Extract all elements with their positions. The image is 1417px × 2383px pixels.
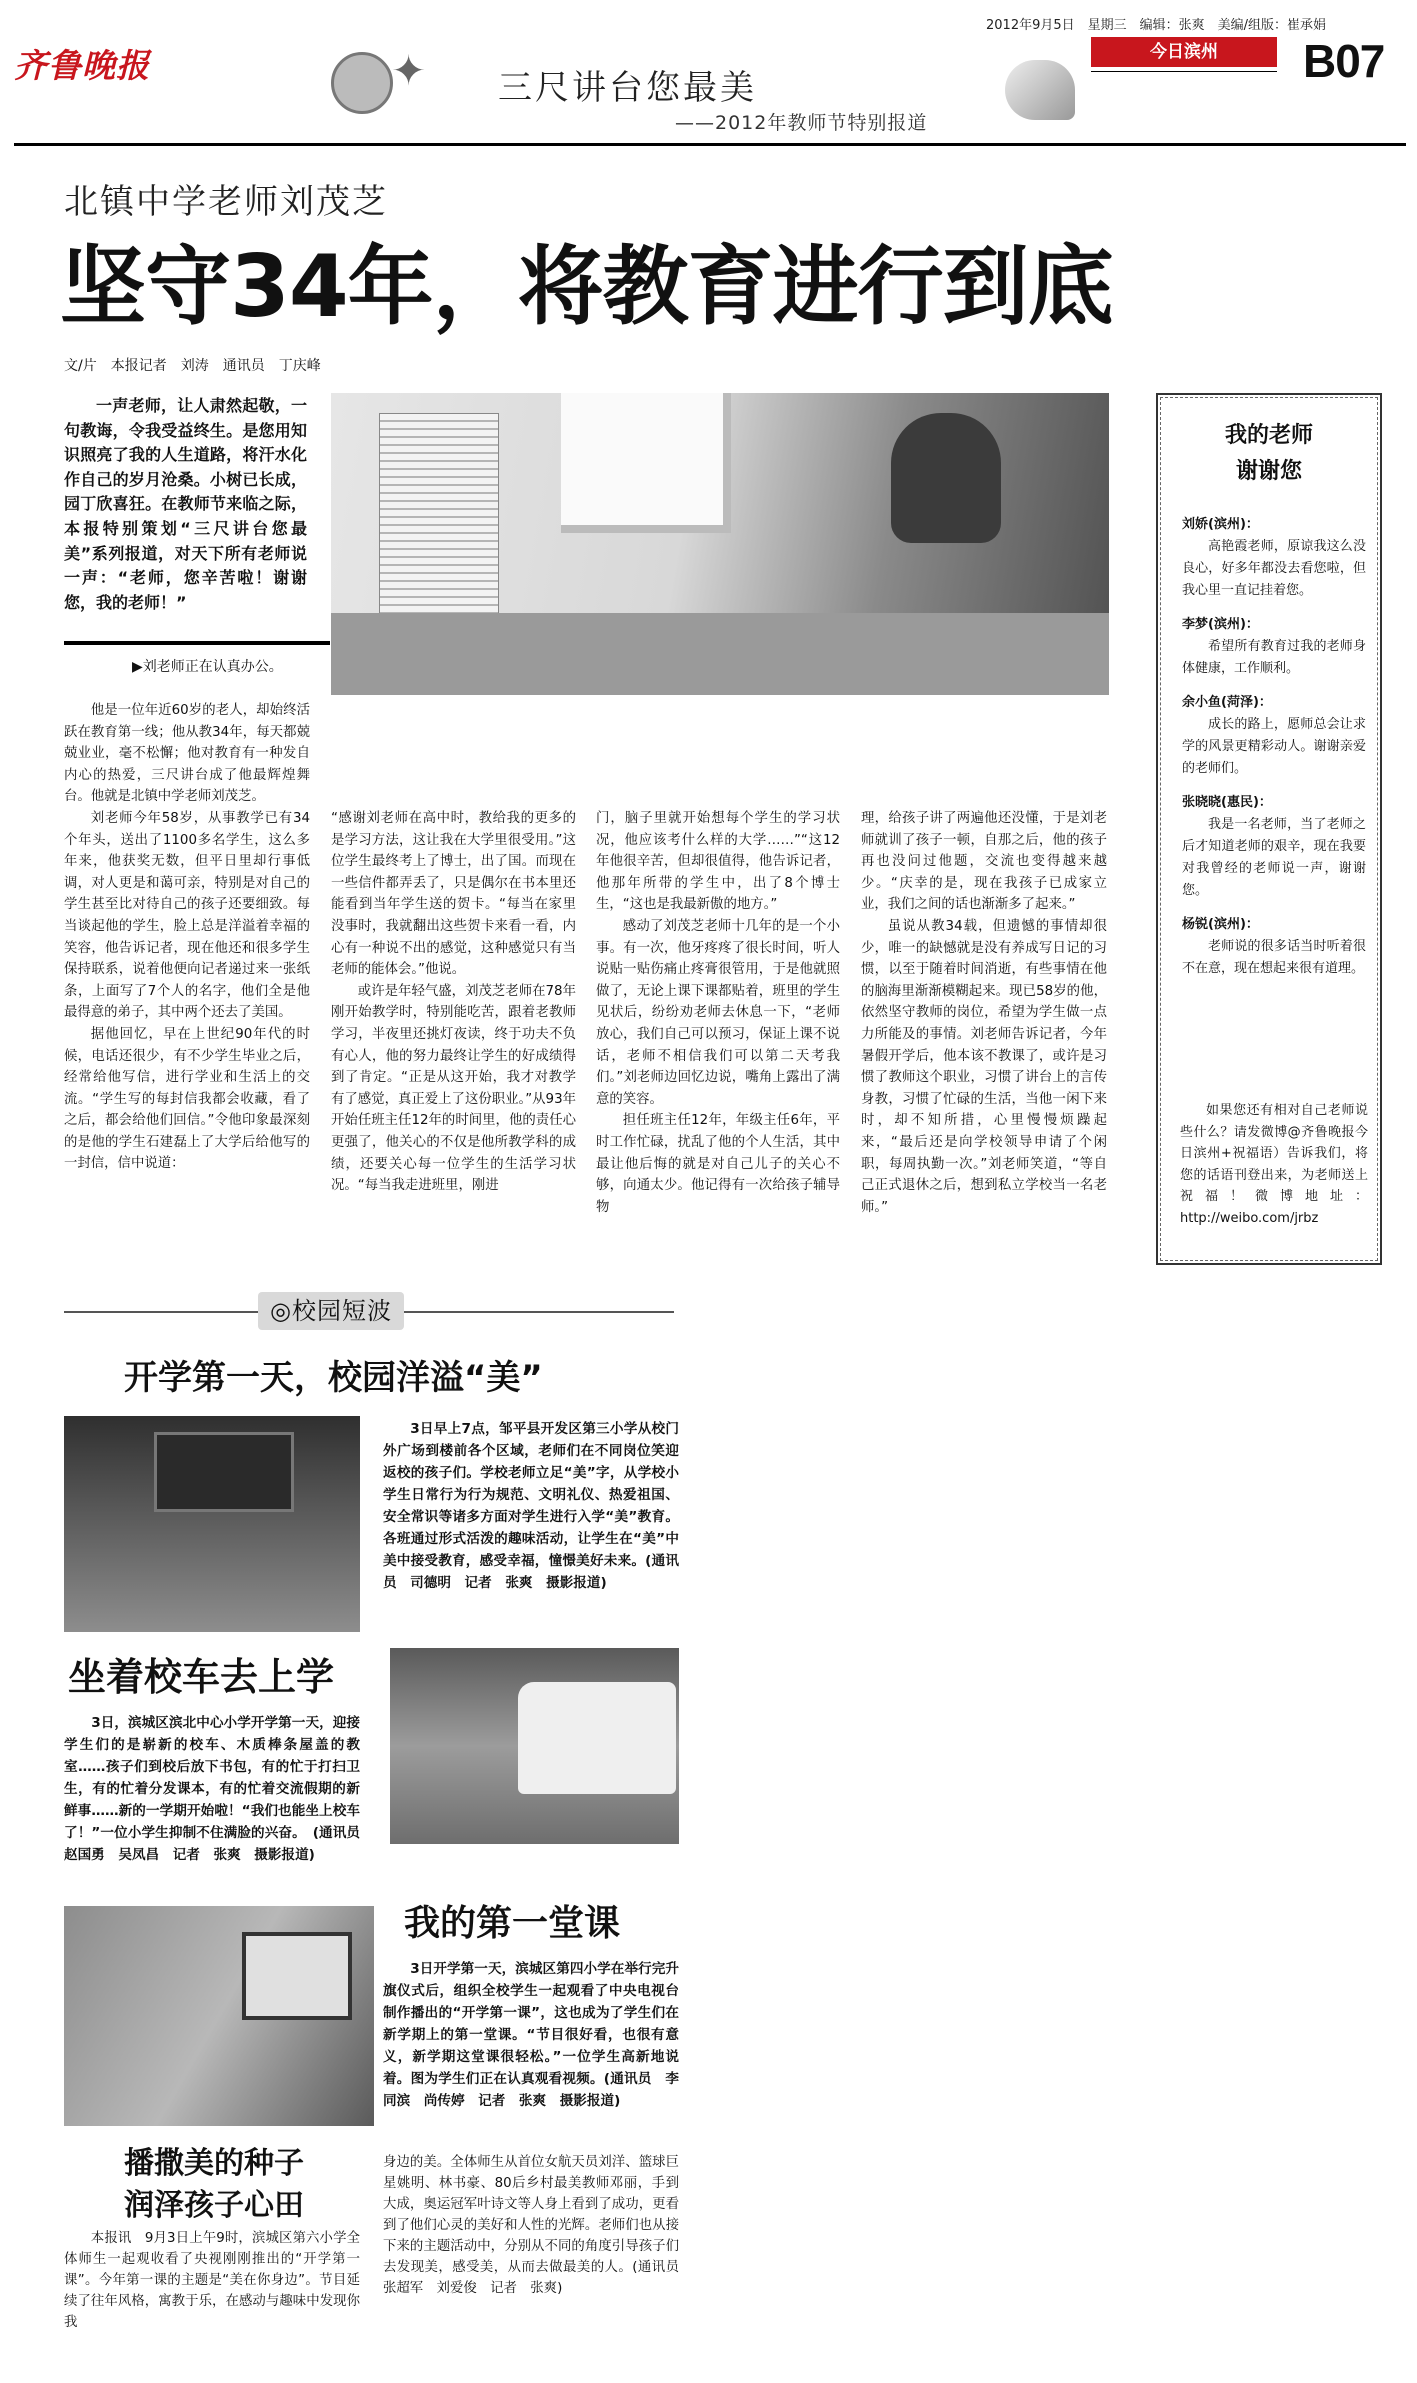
sidebar-entry-name: 余小鱼(菏泽)：: [1182, 695, 1272, 710]
story4-title-line: 润泽孩子心田: [124, 2188, 304, 2223]
masthead: 齐鲁晚报: [14, 46, 150, 85]
paragraph: 据他回忆，早在上世纪90年代的时候，电话还很少，有不少学生毕业之后，经常给他写信，进行学业和生活上的交流。“学生写的每封信我都会收藏，看了之后，都会给他们回信。”令他印象最深刻的是他的学生石建磊上了大学后给他写的一封信，信中说道：: [64, 1026, 310, 1172]
sidebar-entry: [1182, 914, 1366, 980]
sidebar-entry-name: 张晓晓(惠民)：: [1182, 795, 1272, 810]
story3-title: 我的第一堂课: [404, 1903, 621, 1944]
desk: [331, 613, 1109, 695]
article-col-3: [596, 808, 840, 1218]
story4-text: 本报讯 9月3日上午9时，滨城区第六小学全体师生一起观收看了央视刚刚推出的“开学第一课”。今年第一课的主题是“美在你身边”。节目延续了往年风格，寓教于乐，在感动与趣味中发现你我: [64, 2231, 360, 2330]
page-number: B07: [1303, 35, 1385, 87]
story2-photo: [390, 1648, 679, 1844]
sidebar-entry-text: 高艳霞老师，原谅我这么没良心，好多年都没去看您啦，但我心里一直记挂着您。: [1182, 539, 1366, 598]
story3-photo: [64, 1906, 374, 2126]
window-frame: [561, 393, 731, 533]
paragraph: 他是一位年近60岁的老人，却始终活跃在教育第一线；他从教34年，每天都兢兢业业，毫不松懈；他对教育有一种发自内心的热爱，三尺讲台成了他最辉煌舞台。他就是北镇中学老师刘茂芝。: [64, 703, 310, 805]
story2-title: 坐着校车去上学: [68, 1655, 335, 1699]
intro-paragraph: 一声老师，让人肃然起敬，一句教诲，令我受益终生。是您用知识照亮了我的人生道路，将汗水化作自己的岁月沧桑。小树已长成，园丁欣喜狂。在教师节来临之际，本报特别策划“三尺讲台您最美”系列报道，对天下所有老师说一声：“老师，您辛苦啦！谢谢您，我的老师！”: [64, 396, 307, 612]
sidebar-entry-name: 李梦(滨州)：: [1182, 617, 1259, 632]
chalk-hand-icon: [1005, 60, 1075, 120]
paragraph: 担任班主任12年，年级主任6年，平时工作忙碌，扰乱了他的个人生活，其中最让他后悔的就是对自己儿子的关心不够，向通太少。他记得有一次给孩子辅导物: [596, 1113, 840, 1215]
teacher-photo: [331, 393, 1109, 695]
banner-subtitle: ——2012年教师节特别报道: [675, 112, 928, 134]
paragraph: 感动了刘茂芝老师十几年的是一个小事。有一次，他牙疼疼了很长时间，听人说贴一贴伤痛止疼膏很管用，于是他就照做了，无论上课下课都贴着，班里的学生见状后，纷纷劝老师去休息一下，“老师放心，我们自己可以预习，保证上课不说话，老师不相信我们可以第二天考我们。”刘老师边回忆边说，嘴角上露出了满意的笑容。: [596, 918, 840, 1107]
story1-text: 3日早上7点，邹平县开发区第三小学从校门外广场到楼前各个区域，老师们在不同岗位笑迎返校的孩子们。学校老师立足“美”字，从学校小学生日常行为行为规范、文明礼仪、热爱祖国、安全常识等诸多方面对学生进行入学“美”教育。各班通过形式活泼的趣味活动，让学生在“美”中美中接受教育，感受幸福，憧憬美好未来。(通讯员 司德明 记者 张爽 摄影报道): [383, 1421, 679, 1591]
story1-title: 开学第一天，校园洋溢“美”: [124, 1358, 543, 1398]
banner-logo-circle: [331, 52, 393, 114]
tv-screen: [242, 1932, 352, 2020]
sidebar-entry-name: 刘娇(滨州)：: [1182, 517, 1259, 532]
article-col-1: [64, 700, 310, 1175]
article-col-4: [861, 808, 1107, 1218]
sidebar-title-line: 我的老师: [1224, 423, 1313, 448]
paragraph: “感谢刘老师在高中时，教给我的更多的是学习方法，这让我在大学里很受用。”这位学生最终考上了博士，出了国。而现在一些信件都弄丢了，只是偶尔在书本里还能看到当年学生送的贺卡。“每当在家里没事时，我就翻出这些贺卡来看一看，内心有一种说不出的感觉，这种感觉只有当老师的能体会。”他说。: [331, 811, 576, 978]
bird-icon: ✦: [391, 46, 427, 95]
paragraph: 理，给孩子讲了两遍他还没懂，于是刘老师就训了孩子一顿，自那之后，他的孩子再也没问过他题，交流也变得越来越少。“庆幸的是，现在我孩子已成家立业，我们之间的话也渐渐多了起来。”: [861, 811, 1107, 913]
sidebar-entry: [1182, 514, 1366, 602]
byline: 文/片 本报记者 刘涛 通讯员 丁庆峰: [64, 358, 321, 374]
sidebar-title-line: 谢谢您: [1235, 459, 1302, 484]
story3-text: 3日开学第一天，滨城区第四小学在举行完升旗仪式后，组织全校学生一起观看了中央电视台制作播出的“开学第一课”，这也成为了学生们在新学期上的第一堂课。“节目很好看，也很有意义，新学期这堂课很轻松。”一位学生高新地说着。图为学生们正在认真观看视频。(通讯员 李同滨 尚传婷 记者 张爽 摄影报道): [383, 1961, 679, 2109]
sidebar-entry-text: 老师说的很多话当时听着很不在意，现在想起来很有道理。: [1182, 939, 1366, 976]
story4-text-continued: 身边的美。全体师生从首位女航天员刘洋、篮球巨星姚明、林书豪、80后乡村最美教师邓丽，手到大成，奥运冠军叶诗文等人身上看到了成功，更看到了他们心灵的美好和人性的光辉。老师们也从接下来的主题活动中，分别从不同的角度引导孩子们去发现美，感受美，从而去做最美的人。(通讯员 张超军 刘爱俊 记者 张爽): [383, 2155, 693, 2296]
date-line: 2012年9月5日 星期三 编辑：张爽 美编/组版：崔承娟: [986, 18, 1327, 33]
sidebar-entry: [1182, 614, 1366, 680]
sidebar-entry-text: 成长的路上，愿师总会让求学的风景更精彩动人。谢谢亲爱的老师们。: [1182, 717, 1366, 776]
intro-divider: [64, 641, 330, 645]
school-bus: [518, 1682, 676, 1794]
sidebar-entry-text: 希望所有教育过我的老师身体健康，工作顺利。: [1182, 639, 1366, 676]
story4-title: [64, 2143, 364, 2227]
sidebar-entry: [1182, 792, 1366, 902]
section-tag-rule: [1091, 71, 1277, 72]
story2-text: 3日，滨城区滨北中心小学开学第一天，迎接学生们的是崭新的校车、木质棒条屋盖的教室……孩子们到校后放下书包，有的忙于打扫卫生，有的忙着分发课本，有的忙着交流假期的新鲜事……新的一学期开始啦！“我们也能坐上校车了！”一位小学生抑制不住满脸的兴奋。 (通讯员 赵国勇 吴凤昌 记者 张爽 摄影报道): [64, 1715, 374, 1863]
kicker: 北镇中学老师刘茂芝: [64, 182, 388, 222]
banner-title: 三尺讲台您最美: [498, 68, 757, 108]
article-col-2: [331, 808, 576, 1197]
blackboard: [154, 1432, 294, 1512]
sidebar-footer: 如果您还有相对自己老师说些什么？请发微博@齐鲁晚报今日滨州+祝福语）告诉我们，将您的话语刊登出来，为老师送上祝福！微博地址：http://weibo.com/jrbz: [1180, 1103, 1368, 1226]
section-tag: 今日滨州: [1091, 37, 1277, 67]
campus-section-label: ◎校园短波: [258, 1292, 404, 1330]
sidebar-entry-name: 杨锐(滨州)：: [1182, 917, 1259, 932]
story1-photo: [64, 1416, 360, 1632]
header-divider: [14, 143, 1406, 146]
sidebar-title: [1166, 418, 1372, 490]
paragraph: 虽说从教34载，但遗憾的事情却很少，唯一的缺憾就是没有养成写日记的习惯，以至于随着时间消逝，有些事情在他的脑海里渐渐模糊起来。现已58岁的他，依然坚守教师的岗位，希望为学生做一点力所能及的事情。刘老师告诉记者，今年暑假开学后，他本该不教课了，或许是习惯了教师这个职业，习惯了讲台上的言传身教，习惯了忙碌的生活，当他一闲下来时，却不知所措，心里慢慢烦躁起来，“最后还是向学校领导申请了个闲职，每周执勤一次。”刘老师笑道，“等自己正式退休之后，想到私立学校当一名老师。”: [861, 918, 1107, 1215]
sidebar-entry: [1182, 692, 1366, 780]
paragraph: 或许是年轻气盛，刘茂芝老师在78年刚开始教学时，特别能吃苦，跟着老教师学习，半夜里还挑灯夜读，终于功夫不负有心人，他的努力最终让学生的好成绩得到了肯定。“正是从这开始，我才对教学有了感觉，真正爱上了这份职业。”从93年开始任班主任12年的时间里，他的责任心更强了，他关心的不仅是他所教学科的成绩，还要关心每一位学生的生活学习状况。“每当我走进班里，刚进: [331, 983, 576, 1194]
paragraph: 门，脑子里就开始想每个学生的学习状况，他应该考什么样的大学……”“这12年他很辛苦，但却很值得，他告诉记者，他那年所带的学生中，出了8个博士生，“这也是我最新傲的地方。”: [596, 811, 840, 913]
photo-caption: ▶刘老师正在认真办公。: [132, 659, 283, 675]
paragraph: 刘老师今年58岁，从事教学已有34个年头，送出了1100多名学生，这么多年来，他获奖无数，但平日里却行事低调，对人更是和蔼可亲，特别是对自己的学生甚至比对待自己的孩子还要细致。每当谈起他的学生，脸上总是洋溢着幸福的笑容，他告诉记者，现在他还和很多学生保持联系，说着他便向记者递过来一张纸条，上面写了7个人的名字，他们全是他最得意的弟子，其中两个还去了美国。: [64, 810, 310, 1021]
story4-title-line: 播撒美的种子: [124, 2146, 304, 2181]
headline: 坚守34年，将教育进行到底: [60, 237, 1113, 337]
sidebar-entries: [1182, 514, 1366, 992]
sidebar-entry-text: 我是一名老师，当了老师之后才知道老师的艰辛，现在我要对我曾经的老师说一声，谢谢您。: [1182, 817, 1366, 898]
teacher-figure: [891, 413, 1001, 543]
intro-text: [64, 394, 307, 615]
